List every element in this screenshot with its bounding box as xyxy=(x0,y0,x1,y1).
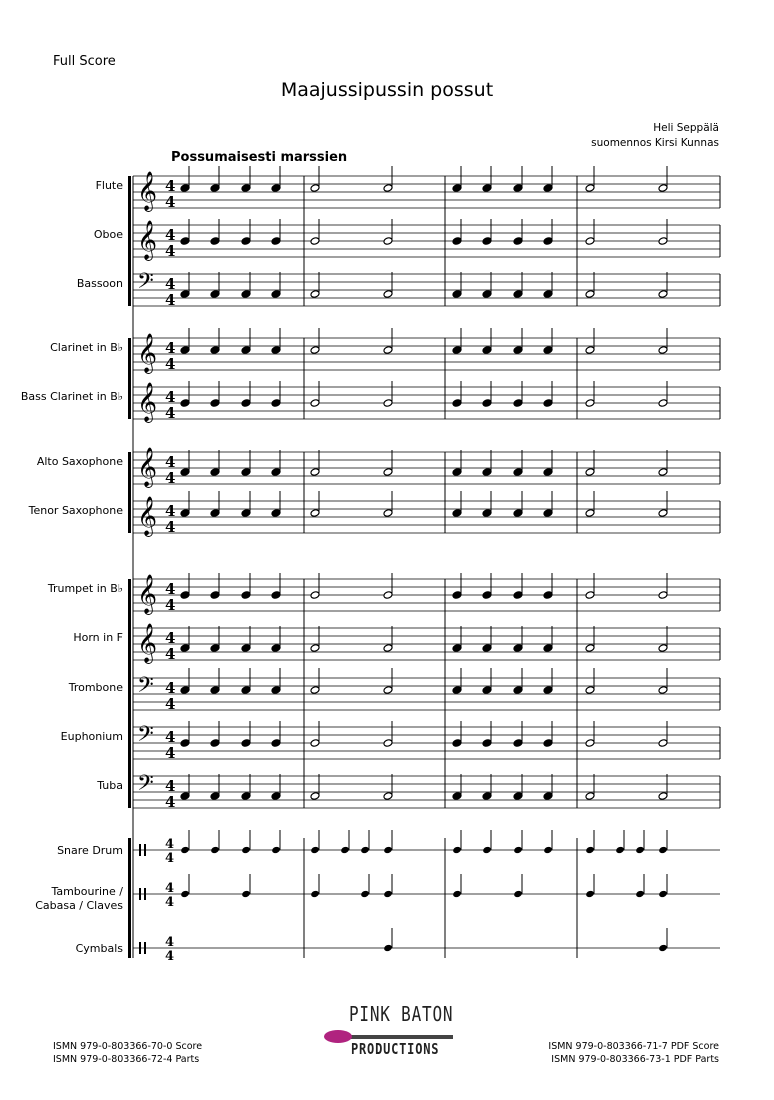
instrument-name: Oboe xyxy=(93,228,123,241)
instrument-name: Cabasa / Claves xyxy=(35,899,123,912)
note-head xyxy=(452,846,462,854)
note-head xyxy=(658,644,668,653)
clef-icon: 𝄞 xyxy=(137,171,158,211)
note-head xyxy=(310,237,320,246)
note-head xyxy=(383,509,393,518)
note-head xyxy=(543,399,553,408)
instrument-name: Tambourine / xyxy=(51,885,123,898)
time-signature-top: 4 xyxy=(165,629,176,647)
note-head xyxy=(210,739,220,748)
note-head xyxy=(543,686,553,695)
note-head xyxy=(585,184,595,193)
time-signature-top: 4 xyxy=(165,275,176,293)
note-head xyxy=(210,346,220,355)
note-head xyxy=(180,792,190,801)
instrument-name: Cymbals xyxy=(75,942,123,955)
note-head xyxy=(452,739,462,748)
note-head xyxy=(310,739,320,748)
instrument-name: Trumpet in B♭ xyxy=(47,582,123,595)
note-head xyxy=(658,591,668,600)
time-signature-top: 4 xyxy=(165,339,176,357)
note-head xyxy=(310,792,320,801)
note-head xyxy=(513,237,523,246)
note-head xyxy=(658,346,668,355)
note-head xyxy=(543,792,553,801)
note-head xyxy=(210,686,220,695)
instrument-name: Horn in F xyxy=(73,631,123,644)
note-head xyxy=(543,237,553,246)
note-head xyxy=(658,944,668,952)
note-head xyxy=(210,591,220,600)
isbn-pdf-score: ISMN 979-0-803366-71-7 PDF Score xyxy=(548,1041,719,1052)
bracket-icon xyxy=(128,338,131,419)
isbn-parts: ISMN 979-0-803366-72-4 Parts xyxy=(53,1054,200,1065)
note-head xyxy=(513,509,523,518)
note-head xyxy=(482,399,492,408)
note-head xyxy=(180,468,190,477)
clef-icon: 𝄢 xyxy=(137,269,154,299)
note-head xyxy=(658,846,668,854)
note-head xyxy=(482,468,492,477)
note-head xyxy=(383,644,393,653)
tempo-marking: Possumaisesti marssien xyxy=(171,150,348,165)
note-head xyxy=(658,890,668,898)
time-signature-top: 4 xyxy=(165,502,176,520)
instrument-name: Clarinet in B♭ xyxy=(50,341,123,354)
time-signature-bottom: 4 xyxy=(165,793,176,811)
note-head xyxy=(383,686,393,695)
instrument-name: Alto Saxophone xyxy=(36,455,123,468)
note-head xyxy=(310,890,320,898)
note-head xyxy=(310,346,320,355)
time-signature-bottom: 4 xyxy=(165,242,176,260)
time-signature-bottom: 4 xyxy=(165,469,176,487)
instrument-name: Tenor Saxophone xyxy=(28,504,123,517)
note-head xyxy=(180,399,190,408)
time-signature-bottom: 4 xyxy=(165,949,175,964)
note-head xyxy=(383,739,393,748)
instrument-name: Bassoon xyxy=(76,277,123,290)
note-head xyxy=(482,290,492,299)
note-head xyxy=(210,399,220,408)
bracket-icon xyxy=(128,838,131,958)
clef-icon: 𝄞 xyxy=(137,447,158,487)
note-head xyxy=(513,468,523,477)
note-head xyxy=(241,509,251,518)
note-head xyxy=(585,846,595,854)
time-signature-top: 4 xyxy=(165,453,176,471)
note-head xyxy=(482,792,492,801)
note-head xyxy=(271,509,281,518)
note-head xyxy=(210,644,220,653)
note-head xyxy=(271,237,281,246)
note-head xyxy=(241,644,251,653)
baton-tip-icon xyxy=(324,1030,352,1043)
note-head xyxy=(241,290,251,299)
note-head xyxy=(180,591,190,600)
note-head xyxy=(310,591,320,600)
note-head xyxy=(241,739,251,748)
note-head xyxy=(482,644,492,653)
note-head xyxy=(241,890,251,898)
note-head xyxy=(452,346,462,355)
logo-bottom-text: PRODUCTIONS xyxy=(351,1040,440,1058)
note-head xyxy=(452,237,462,246)
percussion-clef-icon xyxy=(139,888,141,900)
instrument-name: Tuba xyxy=(97,779,123,792)
clef-icon: 𝄞 xyxy=(137,623,158,663)
note-head xyxy=(383,468,393,477)
note-head xyxy=(210,792,220,801)
note-head xyxy=(482,846,492,854)
note-head xyxy=(383,846,393,854)
note-head xyxy=(482,686,492,695)
note-head xyxy=(180,346,190,355)
note-head xyxy=(543,184,553,193)
time-signature-top: 4 xyxy=(165,777,176,795)
note-head xyxy=(543,468,553,477)
time-signature-bottom: 4 xyxy=(165,695,176,713)
note-head xyxy=(543,739,553,748)
note-head xyxy=(360,890,370,898)
note-head xyxy=(310,290,320,299)
note-head xyxy=(543,591,553,600)
note-head xyxy=(241,399,251,408)
note-head xyxy=(513,184,523,193)
note-head xyxy=(241,591,251,600)
percussion-clef-icon xyxy=(139,942,141,954)
note-head xyxy=(513,686,523,695)
note-head xyxy=(513,591,523,600)
note-head xyxy=(180,739,190,748)
note-head xyxy=(482,509,492,518)
note-head xyxy=(383,237,393,246)
time-signature-bottom: 4 xyxy=(165,404,176,422)
note-head xyxy=(452,184,462,193)
note-head xyxy=(585,792,595,801)
note-head xyxy=(271,184,281,193)
note-head xyxy=(543,346,553,355)
note-head xyxy=(513,399,523,408)
note-head xyxy=(452,890,462,898)
note-head xyxy=(658,686,668,695)
note-head xyxy=(271,468,281,477)
bracket-icon xyxy=(128,176,131,306)
pink-baton-logo xyxy=(320,1000,455,1070)
percussion-clef-icon xyxy=(144,888,146,900)
note-head xyxy=(543,644,553,653)
note-head xyxy=(271,792,281,801)
note-head xyxy=(513,644,523,653)
note-head xyxy=(615,846,625,854)
instrument-name: Bass Clarinet in B♭ xyxy=(20,390,123,403)
note-head xyxy=(585,237,595,246)
note-head xyxy=(452,509,462,518)
note-head xyxy=(241,468,251,477)
note-head xyxy=(383,346,393,355)
percussion-clef-icon xyxy=(139,844,141,856)
note-head xyxy=(180,184,190,193)
note-head xyxy=(180,890,190,898)
time-signature-top: 4 xyxy=(165,580,176,598)
note-head xyxy=(271,686,281,695)
note-head xyxy=(271,399,281,408)
note-head xyxy=(658,509,668,518)
note-head xyxy=(180,290,190,299)
time-signature-bottom: 4 xyxy=(165,355,176,373)
note-head xyxy=(310,686,320,695)
note-head xyxy=(180,686,190,695)
time-signature-top: 4 xyxy=(165,728,176,746)
note-head xyxy=(241,792,251,801)
note-head xyxy=(210,290,220,299)
note-head xyxy=(482,591,492,600)
note-head xyxy=(383,792,393,801)
note-head xyxy=(271,846,281,854)
logo-top-text: PINK BATON xyxy=(349,1002,454,1026)
instrument-name: Euphonium xyxy=(60,730,123,743)
note-head xyxy=(180,846,190,854)
percussion-clef-icon xyxy=(144,844,146,856)
note-head xyxy=(452,644,462,653)
note-head xyxy=(452,399,462,408)
composer-credit: Heli Seppälä xyxy=(653,122,719,134)
note-head xyxy=(452,686,462,695)
note-head xyxy=(241,686,251,695)
clef-icon: 𝄢 xyxy=(137,771,154,801)
note-head xyxy=(513,290,523,299)
note-head xyxy=(241,184,251,193)
note-head xyxy=(271,290,281,299)
note-head xyxy=(482,346,492,355)
time-signature-top: 4 xyxy=(165,226,176,244)
note-head xyxy=(271,346,281,355)
note-head xyxy=(310,468,320,477)
clef-icon: 𝄢 xyxy=(137,722,154,752)
note-head xyxy=(383,944,393,952)
note-head xyxy=(585,644,595,653)
time-signature-top: 4 xyxy=(165,177,176,195)
note-head xyxy=(585,890,595,898)
note-head xyxy=(482,184,492,193)
note-head xyxy=(210,237,220,246)
clef-icon: 𝄞 xyxy=(137,220,158,260)
note-head xyxy=(482,237,492,246)
instrument-name: Trombone xyxy=(68,681,123,694)
clef-icon: 𝄞 xyxy=(137,333,158,373)
note-head xyxy=(585,739,595,748)
note-head xyxy=(585,591,595,600)
isbn-right xyxy=(548,1040,719,1066)
clef-icon: 𝄞 xyxy=(137,496,158,536)
time-signature-top: 4 xyxy=(165,935,175,950)
clef-icon: 𝄞 xyxy=(137,382,158,422)
note-head xyxy=(513,739,523,748)
time-signature-bottom: 4 xyxy=(165,744,176,762)
bracket-icon xyxy=(128,579,131,808)
time-signature-top: 4 xyxy=(165,388,176,406)
clef-icon: 𝄞 xyxy=(137,574,158,614)
note-head xyxy=(513,346,523,355)
note-head xyxy=(271,591,281,600)
note-head xyxy=(658,184,668,193)
note-head xyxy=(452,290,462,299)
note-head xyxy=(658,399,668,408)
note-head xyxy=(383,890,393,898)
isbn-left xyxy=(53,1040,202,1066)
note-head xyxy=(310,644,320,653)
note-head xyxy=(585,468,595,477)
instrument-name: Snare Drum xyxy=(57,844,123,857)
time-signature-bottom: 4 xyxy=(165,596,176,614)
note-head xyxy=(383,184,393,193)
note-head xyxy=(543,290,553,299)
note-head xyxy=(180,237,190,246)
time-signature-bottom: 4 xyxy=(165,895,175,910)
instrument-name: Flute xyxy=(95,179,123,192)
note-head xyxy=(543,509,553,518)
note-head xyxy=(271,644,281,653)
isbn-score: ISMN 979-0-803366-70-0 Score xyxy=(53,1041,203,1052)
note-head xyxy=(658,792,668,801)
note-head xyxy=(585,346,595,355)
note-head xyxy=(452,468,462,477)
note-head xyxy=(635,890,645,898)
time-signature-top: 4 xyxy=(165,679,176,697)
note-head xyxy=(585,509,595,518)
time-signature-bottom: 4 xyxy=(165,518,176,536)
note-head xyxy=(513,846,523,854)
note-head xyxy=(383,591,393,600)
note-head xyxy=(658,237,668,246)
note-head xyxy=(210,184,220,193)
note-head xyxy=(513,792,523,801)
note-head xyxy=(585,686,595,695)
note-head xyxy=(543,846,553,854)
note-head xyxy=(180,509,190,518)
bracket-icon xyxy=(128,452,131,533)
note-head xyxy=(658,468,668,477)
time-signature-bottom: 4 xyxy=(165,291,176,309)
note-head xyxy=(210,846,220,854)
note-head xyxy=(452,792,462,801)
full-score-label: Full Score xyxy=(53,54,116,69)
note-head xyxy=(635,846,645,854)
time-signature-bottom: 4 xyxy=(165,193,176,211)
clef-icon: 𝄢 xyxy=(137,673,154,703)
note-head xyxy=(383,399,393,408)
note-head xyxy=(180,644,190,653)
note-head xyxy=(310,509,320,518)
note-head xyxy=(360,846,370,854)
note-head xyxy=(482,739,492,748)
note-head xyxy=(310,399,320,408)
note-head xyxy=(340,846,350,854)
note-head xyxy=(585,399,595,408)
time-signature-top: 4 xyxy=(165,837,175,852)
note-head xyxy=(241,346,251,355)
arranger-credit: suomennos Kirsi Kunnas xyxy=(591,137,719,149)
note-head xyxy=(210,468,220,477)
note-head xyxy=(585,290,595,299)
note-head xyxy=(271,739,281,748)
percussion-clef-icon xyxy=(144,942,146,954)
note-head xyxy=(241,846,251,854)
note-head xyxy=(210,509,220,518)
time-signature-bottom: 4 xyxy=(165,851,175,866)
note-head xyxy=(310,846,320,854)
note-head xyxy=(658,290,668,299)
note-head xyxy=(310,184,320,193)
page-title: Maajussipussin possut xyxy=(280,79,494,101)
time-signature-bottom: 4 xyxy=(165,645,176,663)
time-signature-top: 4 xyxy=(165,881,175,896)
note-head xyxy=(452,591,462,600)
note-head xyxy=(513,890,523,898)
note-head xyxy=(383,290,393,299)
note-head xyxy=(241,237,251,246)
isbn-pdf-parts: ISMN 979-0-803366-73-1 PDF Parts xyxy=(551,1054,719,1065)
note-head xyxy=(658,739,668,748)
